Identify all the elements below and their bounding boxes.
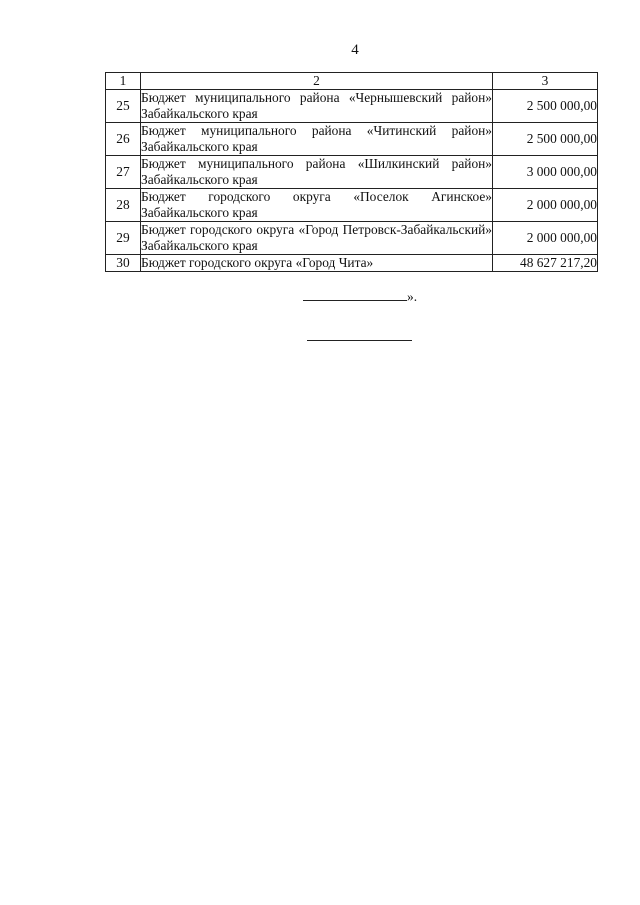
budget-amount: 2 000 000,00 — [493, 221, 598, 254]
column-header-name: 2 — [141, 73, 493, 90]
budget-name: Бюджет городского округа «Город Чита» — [141, 254, 493, 271]
closing-underline — [303, 289, 407, 301]
column-header-amount: 3 — [493, 73, 598, 90]
end-of-document-rule — [307, 340, 412, 341]
budget-allocation-table — [105, 72, 598, 272]
budget-name: Бюджет муниципального района «Читинский район» Забайкальского края — [141, 123, 492, 154]
table-row — [106, 188, 598, 221]
budget-amount: 2 500 000,00 — [493, 122, 598, 155]
budget-amount: 2 500 000,00 — [493, 89, 598, 122]
budget-name: Бюджет городского округа «Город Петровск-Забайкальский» Забайкальского края — [141, 222, 492, 253]
budget-name: Бюджет муниципального района «Шилкинский район» Забайкальского края — [141, 156, 492, 187]
closing-mark: ». — [407, 289, 418, 304]
page-number: 4 — [351, 42, 359, 58]
row-number: 28 — [106, 188, 141, 221]
budget-name: Бюджет городского округа «Поселок Агинское» Забайкальского края — [141, 189, 492, 220]
table-row — [106, 155, 598, 188]
row-number: 30 — [106, 254, 141, 271]
table-header-row — [106, 73, 598, 90]
table-row — [106, 122, 598, 155]
closing-quote-line — [303, 289, 417, 305]
budget-amount: 2 000 000,00 — [493, 188, 598, 221]
row-number: 27 — [106, 155, 141, 188]
table-row — [106, 254, 598, 271]
row-number: 29 — [106, 221, 141, 254]
table-row — [106, 89, 598, 122]
budget-name: Бюджет муниципального района «Чернышевский район» Забайкальского края — [141, 90, 492, 121]
row-number: 26 — [106, 122, 141, 155]
row-number: 25 — [106, 89, 141, 122]
budget-amount: 48 627 217,20 — [493, 254, 598, 271]
column-header-number: 1 — [106, 73, 141, 90]
budget-amount: 3 000 000,00 — [493, 155, 598, 188]
table-row — [106, 221, 598, 254]
